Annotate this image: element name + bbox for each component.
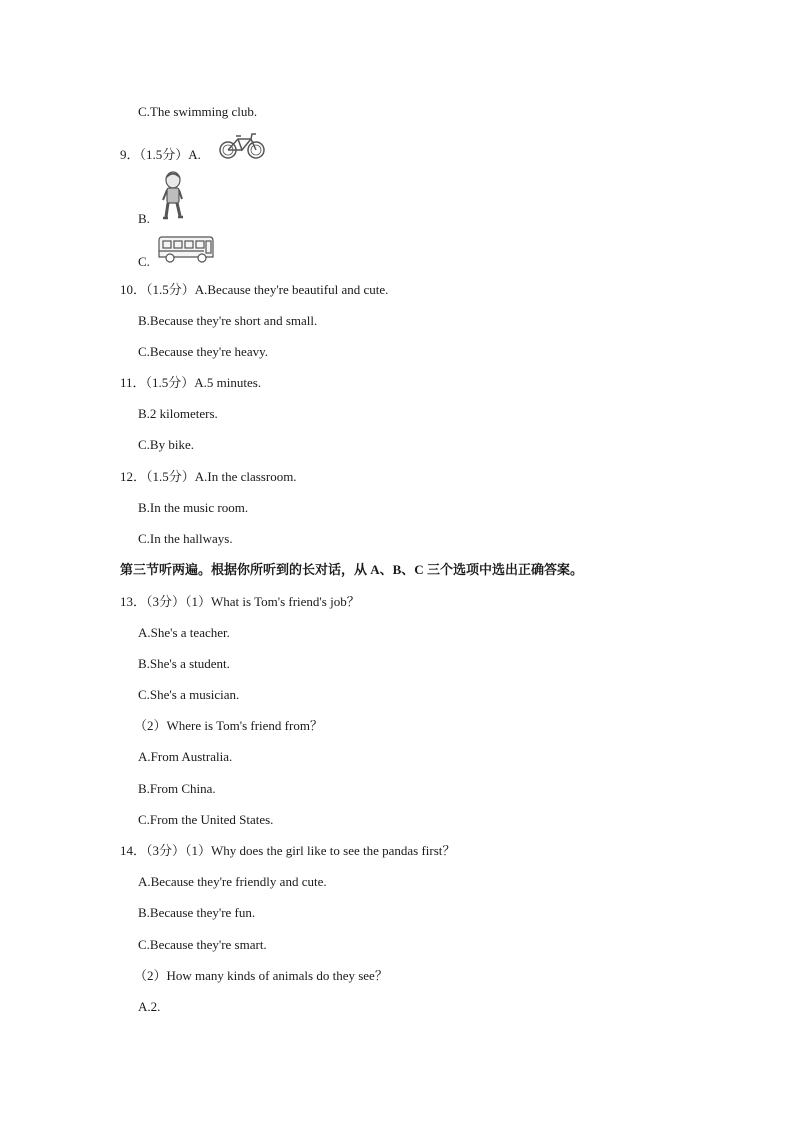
q13-1-option-a: A.She's a teacher. — [138, 625, 230, 640]
q13-2-stem: （2）Where is Tom's friend from？ — [134, 718, 323, 733]
q13-stem: 13．（3分）（1）What is Tom's friend's job？ — [120, 594, 360, 609]
q12-option-c: C.In the hallways. — [138, 531, 233, 546]
q12-option-b: B.In the music room. — [138, 500, 249, 515]
q13-1-option-b: B.She's a student. — [138, 656, 230, 671]
q10-option-b: B.Because they're short and small. — [138, 313, 318, 328]
q10-stem: 10．（1.5分）A.Because they're beautiful and cute. — [120, 282, 389, 297]
q11-option-c: C.By bike. — [138, 437, 194, 452]
q9-stem: 9．（1.5分）A. — [120, 147, 201, 162]
q14-2-stem: （2）How many kinds of animals do they see？ — [134, 968, 388, 983]
q12-stem: 12．（1.5分）A.In the classroom. — [120, 469, 297, 484]
q10-option-c: C.Because they're heavy. — [138, 344, 268, 359]
q13-2-option-c: C.From the United States. — [138, 812, 274, 827]
bus-icon — [157, 235, 215, 270]
q9-option-b: B. — [138, 211, 150, 226]
q13-2-option-a: A.From Australia. — [138, 749, 233, 764]
q14-1-option-a: A.Because they're friendly and cute. — [138, 874, 327, 889]
bicycle-icon — [218, 131, 266, 166]
q11-stem: 11．（1.5分）A.5 minutes. — [120, 375, 262, 390]
q9-option-c: C. — [138, 254, 150, 269]
q14-2-option-a: A.2. — [138, 999, 161, 1014]
q13-2-option-b: B.From China. — [138, 781, 216, 796]
section-3-instruction: 第三节听两遍。根据你所听到的长对话，从 A、B、C 三个选项中选出正确答案。 — [120, 562, 583, 577]
q11-option-b: B.2 kilometers. — [138, 406, 218, 421]
q14-1-option-c: C.Because they're smart. — [138, 937, 267, 952]
walking-boy-icon — [158, 171, 186, 228]
q14-stem: 14．（3分）（1）Why does the girl like to see the pandas first？ — [120, 843, 456, 858]
q8-option-c: C.The swimming club. — [138, 104, 258, 119]
q14-1-option-b: B.Because they're fun. — [138, 905, 256, 920]
q13-1-option-c: C.She's a musician. — [138, 687, 240, 702]
